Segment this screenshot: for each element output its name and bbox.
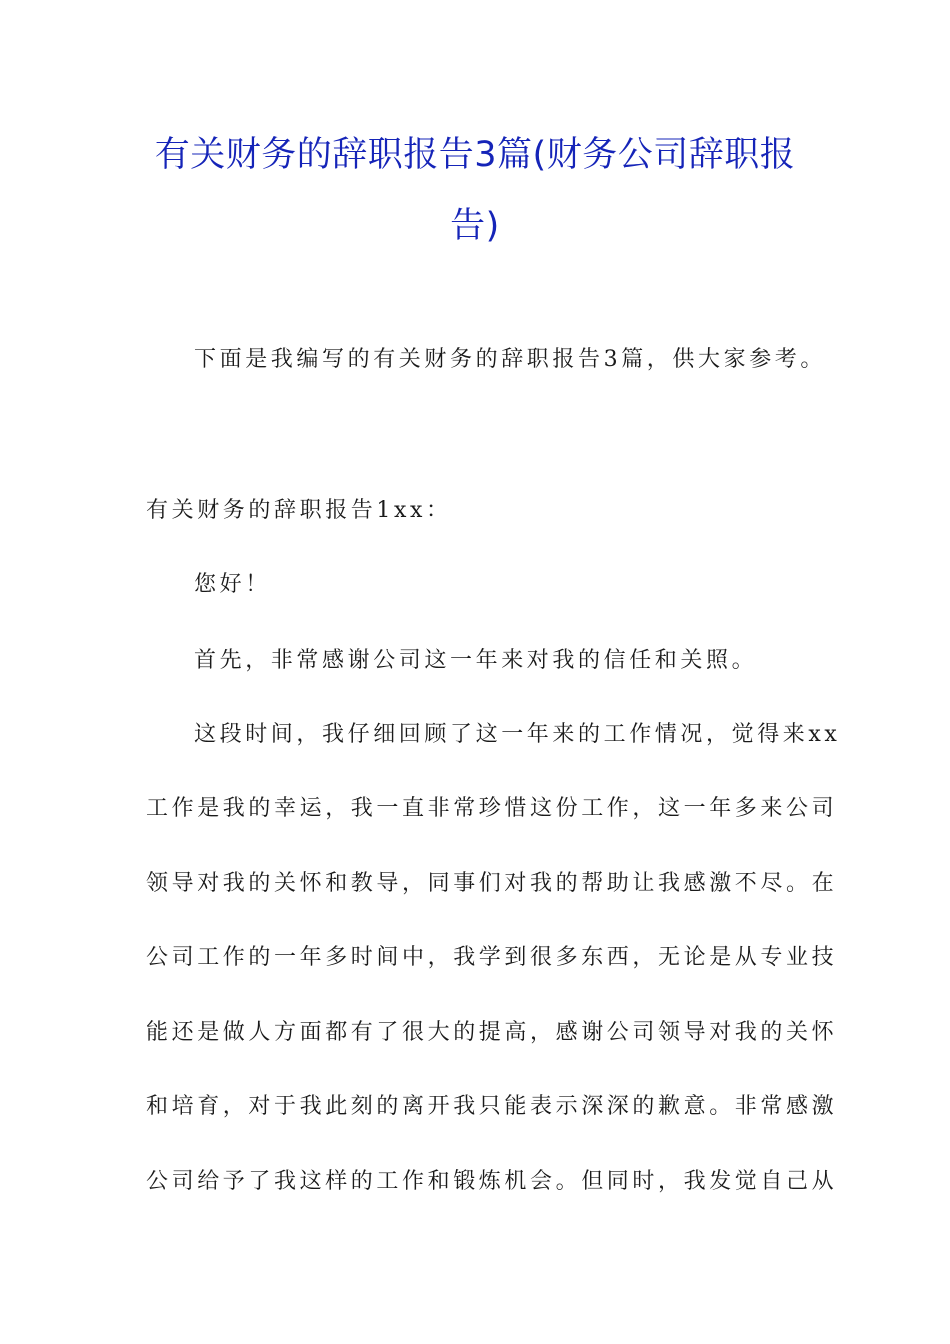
intro-paragraph: 下面是我编写的有关财务的辞职报告3篇，供大家参考。 [194, 347, 826, 372]
paragraph-2-line-1: 这段时间，我仔细回顾了这一年来的工作情况，觉得来xx [194, 722, 841, 747]
paragraph-2-line-5: 能还是做人方面都有了很大的提高，感谢公司领导对我的关怀 [146, 1020, 838, 1045]
paragraph-2-line-6: 和培育，对于我此刻的离开我只能表示深深的歉意。非常感激 [146, 1094, 838, 1119]
paragraph-2-line-3: 领导对我的关怀和教导，同事们对我的帮助让我感激不尽。在 [146, 871, 838, 896]
section-heading: 有关财务的辞职报告1xx： [146, 498, 452, 523]
paragraph-2-line-7: 公司给予了我这样的工作和锻炼机会。但同时，我发觉自己从 [146, 1169, 838, 1194]
document-title-line-2: 告) [450, 206, 500, 246]
paragraph-2-line-2: 工作是我的幸运，我一直非常珍惜这份工作，这一年多来公司 [146, 796, 838, 821]
greeting: 您好！ [194, 572, 271, 597]
document-title-line-1: 有关财务的辞职报告3篇(财务公司辞职报 [154, 135, 796, 175]
paragraph-2-line-4: 公司工作的一年多时间中，我学到很多东西，无论是从专业技 [146, 945, 838, 970]
paragraph-1: 首先，非常感谢公司这一年来对我的信任和关照。 [194, 648, 758, 673]
